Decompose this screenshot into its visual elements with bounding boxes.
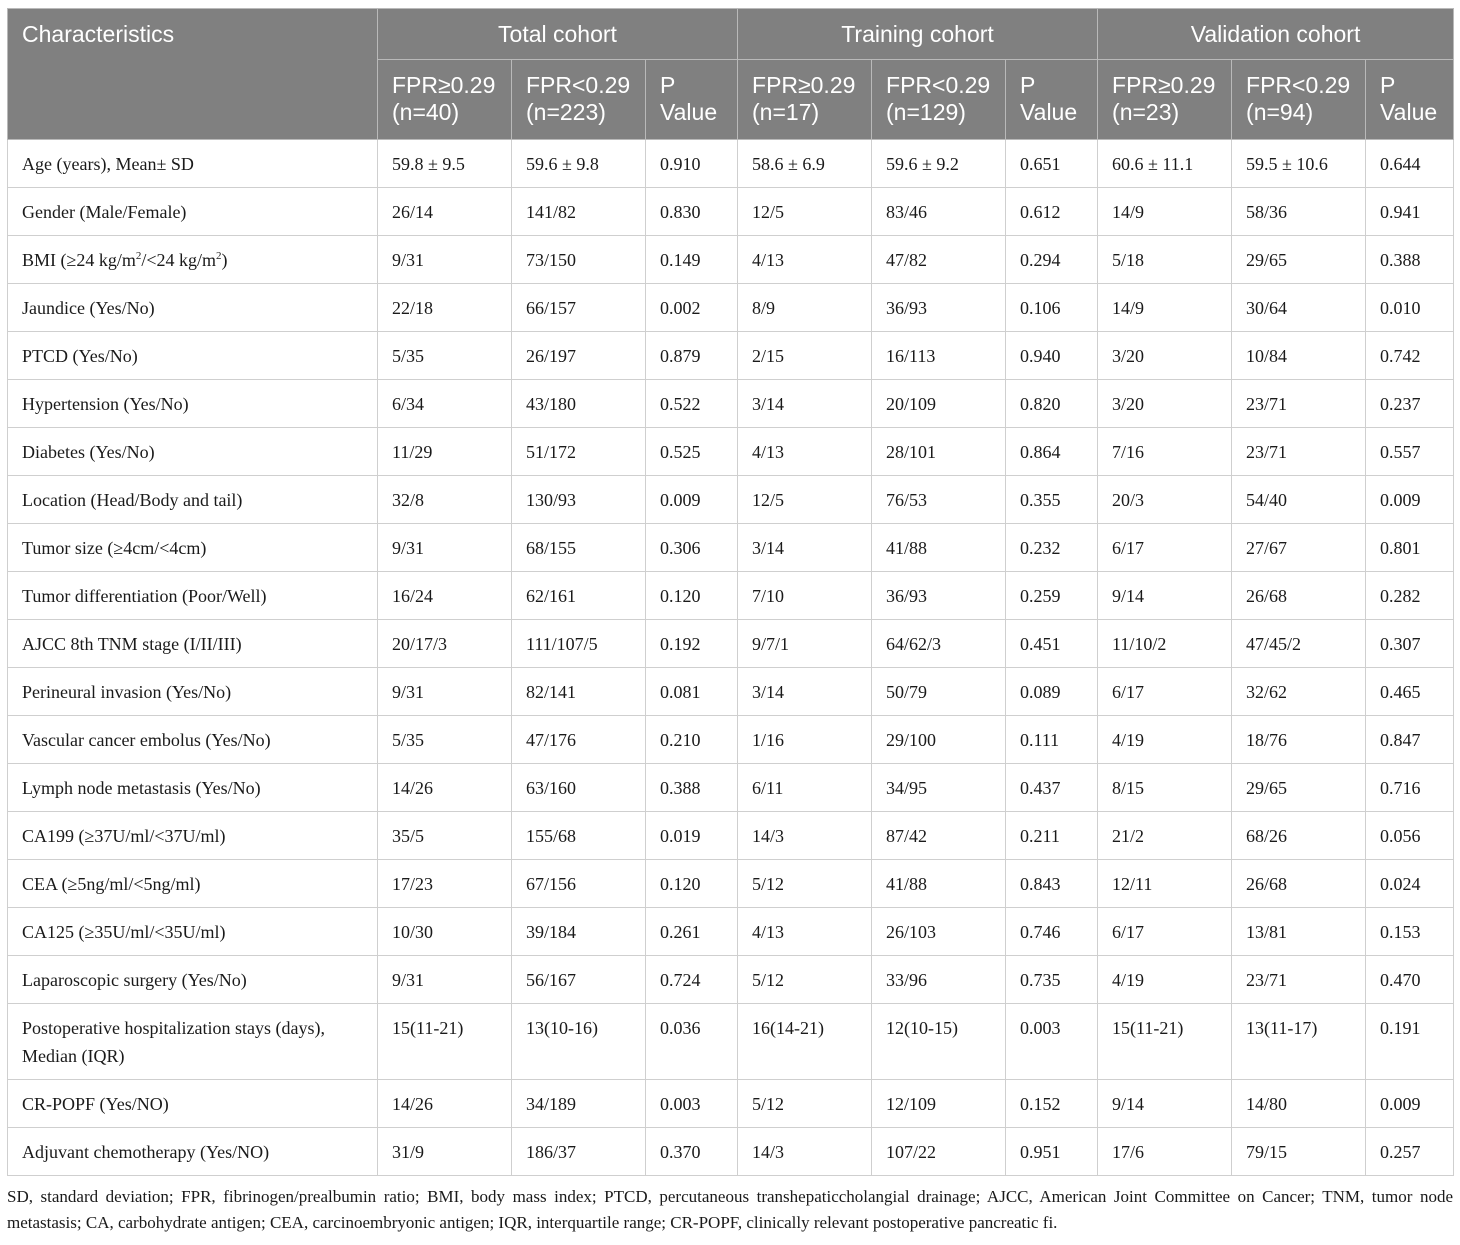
- table-row: [8, 476, 1454, 524]
- row-label: CEA (≥5ng/ml/<5ng/ml): [8, 860, 378, 908]
- table-row: [8, 284, 1454, 332]
- value-cell: 111/107/5: [512, 620, 646, 668]
- p-value-cell: 0.089: [1006, 668, 1098, 716]
- p-value-cell: 0.951: [1006, 1128, 1098, 1176]
- value-cell: 20/17/3: [378, 620, 512, 668]
- p-value-cell: 0.940: [1006, 332, 1098, 380]
- value-cell: 155/68: [512, 812, 646, 860]
- value-cell: 4/13: [738, 428, 872, 476]
- row-label: Tumor differentiation (Poor/Well): [8, 572, 378, 620]
- p-value-cell: 0.557: [1366, 428, 1454, 476]
- value-cell: 5/12: [738, 1080, 872, 1128]
- subheader-line-2: (n=23): [1112, 99, 1180, 125]
- value-cell: 7/10: [738, 572, 872, 620]
- label-part: /<24 kg/m: [141, 250, 217, 270]
- value-cell: 9/31: [378, 524, 512, 572]
- value-cell: 11/10/2: [1098, 620, 1232, 668]
- value-cell: 22/18: [378, 284, 512, 332]
- row-label: Lymph node metastasis (Yes/No): [8, 764, 378, 812]
- p-value-cell: 0.522: [646, 380, 738, 428]
- subheader-line-2: Value: [1380, 99, 1438, 125]
- subheader-line-2: (n=94): [1246, 99, 1314, 125]
- value-cell: 23/71: [1232, 380, 1366, 428]
- value-cell: 29/65: [1232, 764, 1366, 812]
- value-cell: 79/15: [1232, 1128, 1366, 1176]
- value-cell: 9/31: [378, 668, 512, 716]
- table-row: [8, 1080, 1454, 1128]
- row-label: Laparoscopic surgery (Yes/No): [8, 956, 378, 1004]
- value-cell: 14/26: [378, 1080, 512, 1128]
- value-cell: 186/37: [512, 1128, 646, 1176]
- p-value-cell: 0.451: [1006, 620, 1098, 668]
- row-label: Adjuvant chemotherapy (Yes/NO): [8, 1128, 378, 1176]
- value-cell: 54/40: [1232, 476, 1366, 524]
- value-cell: 87/42: [872, 812, 1006, 860]
- subheader-cell: [646, 60, 738, 140]
- p-value-cell: 0.261: [646, 908, 738, 956]
- value-cell: 64/62/3: [872, 620, 1006, 668]
- p-value-cell: 0.237: [1366, 380, 1454, 428]
- value-cell: 3/14: [738, 380, 872, 428]
- value-cell: 3/14: [738, 668, 872, 716]
- table-row: [8, 332, 1454, 380]
- subheader-line-2: (n=17): [752, 99, 820, 125]
- value-cell: 14/3: [738, 1128, 872, 1176]
- row-label: Perineural invasion (Yes/No): [8, 668, 378, 716]
- row-label: Age (years), Mean± SD: [8, 140, 378, 188]
- p-value-cell: 0.009: [646, 476, 738, 524]
- value-cell: 3/14: [738, 524, 872, 572]
- p-value-cell: 0.437: [1006, 764, 1098, 812]
- value-cell: 5/12: [738, 860, 872, 908]
- value-cell: 13(10-16): [512, 1004, 646, 1080]
- value-cell: 5/35: [378, 332, 512, 380]
- p-value-cell: 0.111: [1006, 716, 1098, 764]
- row-label: Jaundice (Yes/No): [8, 284, 378, 332]
- row-label: CA199 (≥37U/ml/<37U/ml): [8, 812, 378, 860]
- value-cell: 8/15: [1098, 764, 1232, 812]
- value-cell: 43/180: [512, 380, 646, 428]
- value-cell: 73/150: [512, 236, 646, 284]
- label-part: BMI (≥24 kg/m: [22, 250, 136, 270]
- value-cell: 26/68: [1232, 572, 1366, 620]
- value-cell: 9/14: [1098, 1080, 1232, 1128]
- p-value-cell: 0.106: [1006, 284, 1098, 332]
- value-cell: 59.6 ± 9.2: [872, 140, 1006, 188]
- row-label: PTCD (Yes/No): [8, 332, 378, 380]
- p-value-cell: 0.211: [1006, 812, 1098, 860]
- value-cell: 82/141: [512, 668, 646, 716]
- characteristics-table: [7, 8, 1454, 1176]
- value-cell: 9/31: [378, 236, 512, 284]
- value-cell: 59.8 ± 9.5: [378, 140, 512, 188]
- value-cell: 36/93: [872, 284, 1006, 332]
- p-value-cell: 0.259: [1006, 572, 1098, 620]
- value-cell: 31/9: [378, 1128, 512, 1176]
- value-cell: 16/113: [872, 332, 1006, 380]
- subheader-line-1: FPR≥0.29: [752, 72, 856, 98]
- value-cell: 130/93: [512, 476, 646, 524]
- value-cell: 62/161: [512, 572, 646, 620]
- value-cell: 7/16: [1098, 428, 1232, 476]
- p-value-cell: 0.210: [646, 716, 738, 764]
- subheader-line-1: FPR≥0.29: [1112, 72, 1216, 98]
- subheader-line-2: (n=129): [886, 99, 966, 125]
- row-label: AJCC 8th TNM stage (I/II/III): [8, 620, 378, 668]
- value-cell: 21/2: [1098, 812, 1232, 860]
- subheader-cell: [738, 60, 872, 140]
- value-cell: 14/80: [1232, 1080, 1366, 1128]
- value-cell: 16(14-21): [738, 1004, 872, 1080]
- value-cell: 15(11-21): [1098, 1004, 1232, 1080]
- value-cell: 23/71: [1232, 428, 1366, 476]
- value-cell: 23/71: [1232, 956, 1366, 1004]
- value-cell: 29/100: [872, 716, 1006, 764]
- subheader-cell: [378, 60, 512, 140]
- row-label: CR-POPF (Yes/NO): [8, 1080, 378, 1128]
- row-label: Vascular cancer embolus (Yes/No): [8, 716, 378, 764]
- superscript: 2: [135, 250, 142, 262]
- value-cell: 39/184: [512, 908, 646, 956]
- p-value-cell: 0.388: [646, 764, 738, 812]
- p-value-cell: 0.257: [1366, 1128, 1454, 1176]
- value-cell: 58.6 ± 6.9: [738, 140, 872, 188]
- table-row: [8, 380, 1454, 428]
- value-cell: 27/67: [1232, 524, 1366, 572]
- value-cell: 18/76: [1232, 716, 1366, 764]
- subheader-line-2: Value: [660, 99, 718, 125]
- p-value-cell: 0.294: [1006, 236, 1098, 284]
- p-value-cell: 0.910: [646, 140, 738, 188]
- p-value-cell: 0.232: [1006, 524, 1098, 572]
- subheader-line-1: P: [660, 72, 676, 98]
- value-cell: 47/82: [872, 236, 1006, 284]
- value-cell: 60.6 ± 11.1: [1098, 140, 1232, 188]
- value-cell: 68/26: [1232, 812, 1366, 860]
- value-cell: 3/20: [1098, 380, 1232, 428]
- table-row: [8, 572, 1454, 620]
- value-cell: 59.6 ± 9.8: [512, 140, 646, 188]
- value-cell: 68/155: [512, 524, 646, 572]
- value-cell: 5/35: [378, 716, 512, 764]
- value-cell: 76/53: [872, 476, 1006, 524]
- table-row: [8, 1004, 1454, 1080]
- value-cell: 12/5: [738, 188, 872, 236]
- value-cell: 67/156: [512, 860, 646, 908]
- subheader-cell: [1098, 60, 1232, 140]
- value-cell: 6/17: [1098, 668, 1232, 716]
- value-cell: 1/16: [738, 716, 872, 764]
- subheader-line-1: FPR<0.29: [1246, 72, 1351, 98]
- table-row: [8, 956, 1454, 1004]
- p-value-cell: 0.941: [1366, 188, 1454, 236]
- value-cell: 33/96: [872, 956, 1006, 1004]
- value-cell: 17/23: [378, 860, 512, 908]
- table-footnote: SD, standard deviation; FPR, fibrinogen/prealbumin ratio; BMI, body mass index; PTCD, percutaneous transhepaticcholangial drainage; AJCC, American Joint Committee on Cancer; TNM, tumor node metastasis; CA, carbohydrate antigen; CEA, carcinoembryonic antigen; IQR, interquartile range; CR-POPF, clinically relevant postoperative pancreatic fi.: [7, 1187, 1453, 1232]
- p-value-cell: 0.465: [1366, 668, 1454, 716]
- table-row: [8, 428, 1454, 476]
- value-cell: 12/11: [1098, 860, 1232, 908]
- value-cell: 83/46: [872, 188, 1006, 236]
- p-value-cell: 0.306: [646, 524, 738, 572]
- p-value-cell: 0.149: [646, 236, 738, 284]
- p-value-cell: 0.651: [1006, 140, 1098, 188]
- value-cell: 47/45/2: [1232, 620, 1366, 668]
- subheader-cell: [1232, 60, 1366, 140]
- value-cell: 29/65: [1232, 236, 1366, 284]
- value-cell: 35/5: [378, 812, 512, 860]
- table-row: [8, 620, 1454, 668]
- subheader-line-1: FPR<0.29: [526, 72, 631, 98]
- value-cell: 58/36: [1232, 188, 1366, 236]
- table-body: [8, 140, 1454, 1176]
- p-value-cell: 0.724: [646, 956, 738, 1004]
- value-cell: 15(11-21): [378, 1004, 512, 1080]
- value-cell: 10/30: [378, 908, 512, 956]
- p-value-cell: 0.716: [1366, 764, 1454, 812]
- value-cell: 6/11: [738, 764, 872, 812]
- value-cell: 107/22: [872, 1128, 1006, 1176]
- validation-cohort-header: Validation cohort: [1098, 9, 1454, 60]
- p-value-cell: 0.820: [1006, 380, 1098, 428]
- p-value-cell: 0.024: [1366, 860, 1454, 908]
- p-value-cell: 0.009: [1366, 1080, 1454, 1128]
- value-cell: 9/7/1: [738, 620, 872, 668]
- p-value-cell: 0.355: [1006, 476, 1098, 524]
- value-cell: 6/34: [378, 380, 512, 428]
- total-cohort-header: Total cohort: [378, 9, 738, 60]
- row-label: Gender (Male/Female): [8, 188, 378, 236]
- subheader-line-1: FPR<0.29: [886, 72, 991, 98]
- p-value-cell: 0.742: [1366, 332, 1454, 380]
- value-cell: 10/84: [1232, 332, 1366, 380]
- value-cell: 9/14: [1098, 572, 1232, 620]
- row-label: CA125 (≥35U/ml/<35U/ml): [8, 908, 378, 956]
- subheader-cell: [872, 60, 1006, 140]
- value-cell: 11/29: [378, 428, 512, 476]
- subheader-line-2: Value: [1020, 99, 1078, 125]
- value-cell: 17/6: [1098, 1128, 1232, 1176]
- table-row: [8, 236, 1454, 284]
- value-cell: 4/13: [738, 236, 872, 284]
- p-value-cell: 0.120: [646, 860, 738, 908]
- subheader-cell: [1366, 60, 1454, 140]
- p-value-cell: 0.002: [646, 284, 738, 332]
- table-row: [8, 668, 1454, 716]
- value-cell: 12(10-15): [872, 1004, 1006, 1080]
- subheader-cell: [1006, 60, 1098, 140]
- value-cell: 3/20: [1098, 332, 1232, 380]
- value-cell: 32/8: [378, 476, 512, 524]
- label-part: ): [221, 250, 228, 270]
- p-value-cell: 0.843: [1006, 860, 1098, 908]
- characteristics-header: Characteristics: [8, 9, 378, 140]
- value-cell: 2/15: [738, 332, 872, 380]
- value-cell: 14/9: [1098, 284, 1232, 332]
- value-cell: 4/19: [1098, 716, 1232, 764]
- p-value-cell: 0.307: [1366, 620, 1454, 668]
- value-cell: 50/79: [872, 668, 1006, 716]
- row-label: Postoperative hospitalization stays (days), Median (IQR): [8, 1004, 378, 1080]
- p-value-cell: 0.470: [1366, 956, 1454, 1004]
- p-value-cell: 0.612: [1006, 188, 1098, 236]
- p-value-cell: 0.388: [1366, 236, 1454, 284]
- superscript: 2: [216, 250, 222, 262]
- value-cell: 63/160: [512, 764, 646, 812]
- table-row: [8, 908, 1454, 956]
- value-cell: 41/88: [872, 524, 1006, 572]
- p-value-cell: 0.152: [1006, 1080, 1098, 1128]
- p-value-cell: 0.525: [646, 428, 738, 476]
- value-cell: 13/81: [1232, 908, 1366, 956]
- table-row: [8, 860, 1454, 908]
- row-label: Tumor size (≥4cm/<4cm): [8, 524, 378, 572]
- value-cell: 12/109: [872, 1080, 1006, 1128]
- value-cell: 36/93: [872, 572, 1006, 620]
- value-cell: 6/17: [1098, 524, 1232, 572]
- value-cell: 28/101: [872, 428, 1006, 476]
- table-row: [8, 716, 1454, 764]
- p-value-cell: 0.153: [1366, 908, 1454, 956]
- table-row: [8, 764, 1454, 812]
- value-cell: 51/172: [512, 428, 646, 476]
- value-cell: 14/9: [1098, 188, 1232, 236]
- value-cell: 26/103: [872, 908, 1006, 956]
- p-value-cell: 0.370: [646, 1128, 738, 1176]
- p-value-cell: 0.801: [1366, 524, 1454, 572]
- row-label: [8, 236, 378, 284]
- value-cell: 66/157: [512, 284, 646, 332]
- subheader-line-1: P: [1020, 72, 1036, 98]
- p-value-cell: 0.019: [646, 812, 738, 860]
- p-value-cell: 0.879: [646, 332, 738, 380]
- table-header: [8, 9, 1454, 140]
- value-cell: 14/26: [378, 764, 512, 812]
- value-cell: 41/88: [872, 860, 1006, 908]
- value-cell: 26/14: [378, 188, 512, 236]
- value-cell: 32/62: [1232, 668, 1366, 716]
- table-row: [8, 812, 1454, 860]
- value-cell: 59.5 ± 10.6: [1232, 140, 1366, 188]
- value-cell: 14/3: [738, 812, 872, 860]
- p-value-cell: 0.847: [1366, 716, 1454, 764]
- p-value-cell: 0.864: [1006, 428, 1098, 476]
- p-value-cell: 0.056: [1366, 812, 1454, 860]
- value-cell: 56/167: [512, 956, 646, 1004]
- value-cell: 34/95: [872, 764, 1006, 812]
- p-value-cell: 0.010: [1366, 284, 1454, 332]
- subheader-line-1: FPR≥0.29: [392, 72, 496, 98]
- table-row: [8, 1128, 1454, 1176]
- p-value-cell: 0.009: [1366, 476, 1454, 524]
- p-value-cell: 0.830: [646, 188, 738, 236]
- value-cell: 5/18: [1098, 236, 1232, 284]
- value-cell: 4/13: [738, 908, 872, 956]
- value-cell: 47/176: [512, 716, 646, 764]
- value-cell: 6/17: [1098, 908, 1232, 956]
- row-label: Hypertension (Yes/No): [8, 380, 378, 428]
- p-value-cell: 0.081: [646, 668, 738, 716]
- p-value-cell: 0.120: [646, 572, 738, 620]
- subheader-cell: [512, 60, 646, 140]
- value-cell: 9/31: [378, 956, 512, 1004]
- table-row: [8, 188, 1454, 236]
- value-cell: 12/5: [738, 476, 872, 524]
- p-value-cell: 0.746: [1006, 908, 1098, 956]
- row-label: Location (Head/Body and tail): [8, 476, 378, 524]
- value-cell: 26/68: [1232, 860, 1366, 908]
- table-row: [8, 524, 1454, 572]
- value-cell: 13(11-17): [1232, 1004, 1366, 1080]
- value-cell: 8/9: [738, 284, 872, 332]
- value-cell: 20/109: [872, 380, 1006, 428]
- p-value-cell: 0.282: [1366, 572, 1454, 620]
- p-value-cell: 0.191: [1366, 1004, 1454, 1080]
- table-row: [8, 140, 1454, 188]
- row-label: Diabetes (Yes/No): [8, 428, 378, 476]
- subheader-line-2: (n=40): [392, 99, 460, 125]
- subheader-line-2: (n=223): [526, 99, 606, 125]
- value-cell: 34/189: [512, 1080, 646, 1128]
- p-value-cell: 0.644: [1366, 140, 1454, 188]
- value-cell: 141/82: [512, 188, 646, 236]
- p-value-cell: 0.003: [646, 1080, 738, 1128]
- p-value-cell: 0.735: [1006, 956, 1098, 1004]
- value-cell: 30/64: [1232, 284, 1366, 332]
- value-cell: 20/3: [1098, 476, 1232, 524]
- value-cell: 16/24: [378, 572, 512, 620]
- value-cell: 5/12: [738, 956, 872, 1004]
- p-value-cell: 0.192: [646, 620, 738, 668]
- p-value-cell: 0.036: [646, 1004, 738, 1080]
- value-cell: 4/19: [1098, 956, 1232, 1004]
- training-cohort-header: Training cohort: [738, 9, 1098, 60]
- value-cell: 26/197: [512, 332, 646, 380]
- subheader-line-1: P: [1380, 72, 1396, 98]
- p-value-cell: 0.003: [1006, 1004, 1098, 1080]
